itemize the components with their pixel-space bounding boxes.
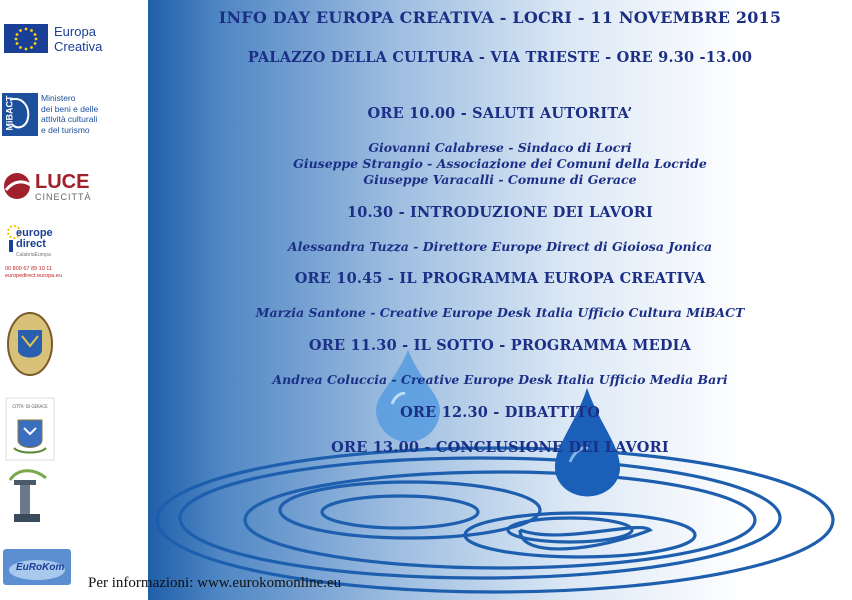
speaker-santone: Marzia Santone - Creative Europe Desk Italia Ufficio Cultura MiBACT xyxy=(255,305,745,320)
speaker-tuzza: Alessandra Tuzza - Direttore Europe Direct di Gioiosa Jonica xyxy=(287,239,713,254)
water-ripple-graphic xyxy=(157,448,833,592)
event-venue: PALAZZO DELLA CULTURA - VIA TRIESTE - ORE 9.30 -13.00 xyxy=(247,49,753,66)
europe-direct-site: europedirect.europa.eu xyxy=(5,273,62,279)
mibact-abbr: MiBACT xyxy=(4,95,15,131)
session-europa-creativa: ORE 10.45 - IL PROGRAMMA EUROPA CREATIVA xyxy=(294,270,706,287)
luce-label: LUCE xyxy=(35,171,90,193)
luce-text xyxy=(35,172,92,202)
session-conclusione: ORE 13.00 - CONCLUSIONE DEI LAVORI xyxy=(331,439,669,456)
speaker-varacalli: Giuseppe Varacalli - Comune di Gerace xyxy=(363,172,637,187)
session-media: ORE 11.30 - IL SOTTO - PROGRAMMA MEDIA xyxy=(308,337,692,354)
locri-coat-of-arms xyxy=(8,313,52,375)
europe-label: europe xyxy=(16,227,53,239)
mibact-line-4: e del turismo xyxy=(41,124,90,135)
column-emblem-logo xyxy=(10,471,46,522)
eurokom-text: EuRoKom xyxy=(16,562,65,573)
europe-direct-text xyxy=(16,228,53,261)
europa-label: Europa xyxy=(54,24,96,39)
event-title: INFO DAY EUROPA CREATIVA - LOCRI - 11 NOVEMBRE 2015 xyxy=(218,8,782,27)
europe-direct-contact xyxy=(5,266,62,280)
luce-cinecitta-logo xyxy=(4,173,32,199)
footer-info: Per informazioni: www.eurokomonline.eu xyxy=(88,575,342,591)
direct-label: direct xyxy=(16,238,46,250)
mibact-line-2: dei beni e delle xyxy=(41,103,99,114)
creativa-label: Creativa xyxy=(54,39,103,54)
cinecitta-label: CINECITTÀ xyxy=(35,192,92,202)
calabria-label: CalabriaEuropa xyxy=(16,252,51,258)
mibact-line-1: Ministero xyxy=(41,93,76,103)
mibact-line-3: attività culturali xyxy=(41,114,98,124)
europa-creativa-text xyxy=(54,24,102,54)
europe-direct-phone: 00 800 67 89 10 11 xyxy=(5,266,52,272)
europa-creativa-logo xyxy=(4,24,48,53)
session-saluti: ORE 10.00 - SALUTI AUTORITA’ xyxy=(367,105,633,122)
gerace-coat-of-arms xyxy=(6,398,54,460)
water-drop-light-graphic xyxy=(376,350,440,442)
speaker-coluccia: Andrea Coluccia - Creative Europe Desk Italia Ufficio Media Bari xyxy=(272,372,728,387)
session-dibattito: ORE 12.30 - DIBATTITO xyxy=(400,404,600,421)
speaker-calabrese: Giovanni Calabrese - Sindaco di Locri xyxy=(368,140,632,155)
svg-text:CITTA' DI GERACE: CITTA' DI GERACE xyxy=(12,404,48,409)
mibact-text xyxy=(41,93,98,135)
speaker-strangio: Giuseppe Strangio - Associazione dei Comuni della Locride xyxy=(293,156,707,171)
session-introduzione: 10.30 - INTRODUZIONE DEI LAVORI xyxy=(346,204,654,221)
